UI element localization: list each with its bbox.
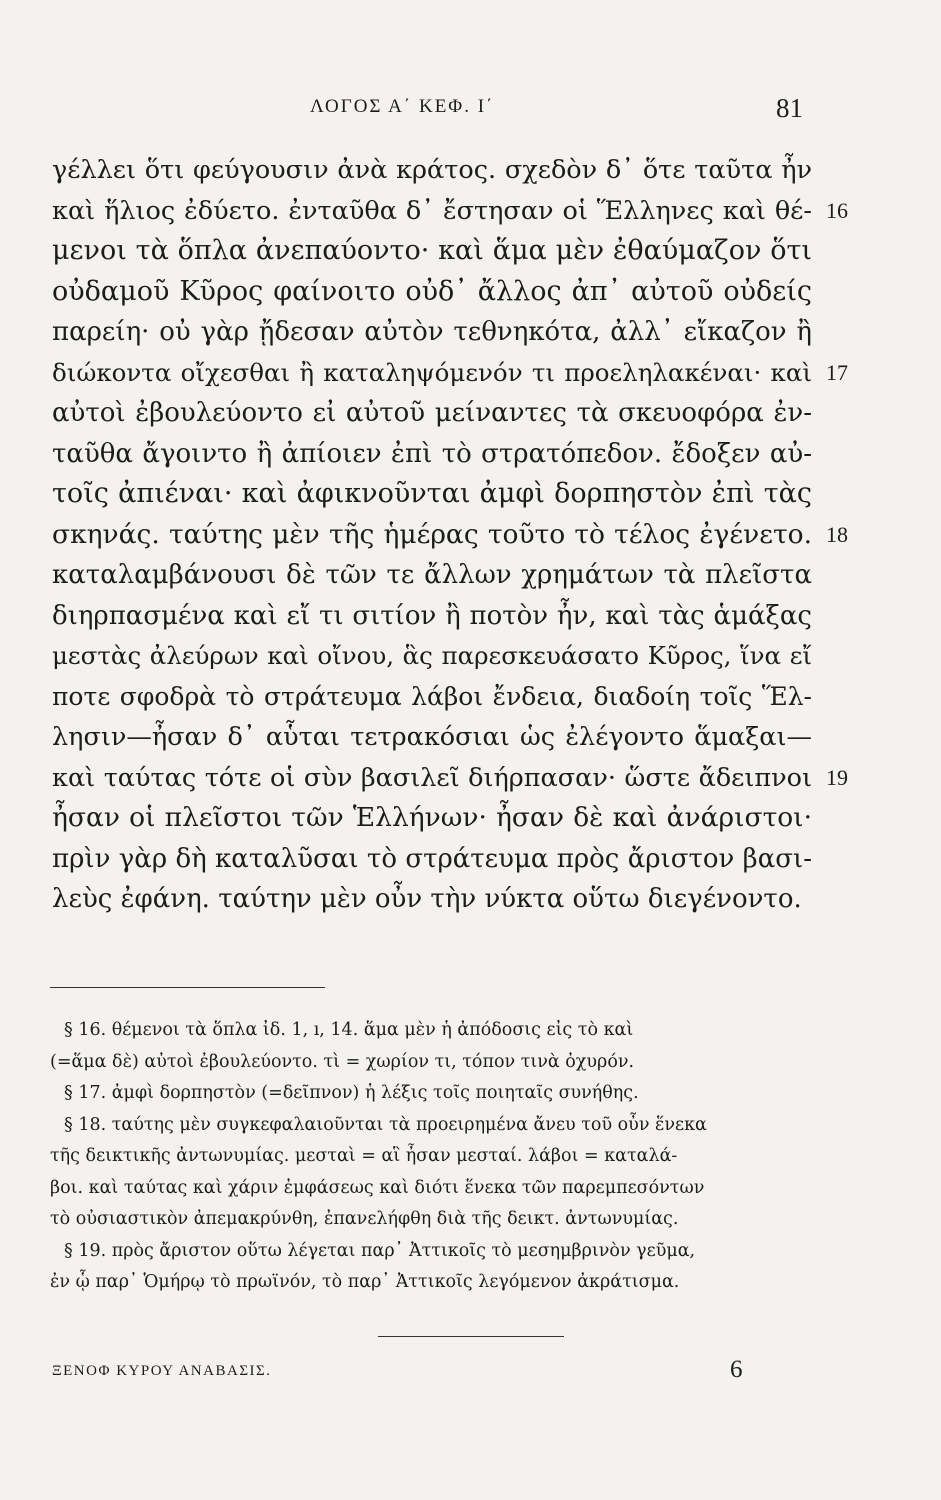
section-number: 17 xyxy=(826,359,848,385)
text-line: λησιν—ἦσαν δ᾽ αὗται τετρακόσιαι ὡς ἐλέγοντο ἅμαξαι— xyxy=(52,722,812,752)
text-line: αὐτοὶ ἐβουλεύοντο εἰ αὐτοῦ μείναντες τὰ σκευοφόρα ἐν- xyxy=(52,398,812,428)
page-number: 81 xyxy=(776,93,803,123)
footnote-line: ἐν ᾧ παρ᾽ Ὁμήρῳ τὸ πρωϊνόν, τὸ παρ᾽ Ἀττικοῖς λεγόμενον ἀκράτισμα. xyxy=(50,1272,680,1292)
text-line: παρείη· οὐ γὰρ ᾔδεσαν αὐτὸν τεθνηκότα, ἀλλ᾽ εἴκαζον ἢ xyxy=(52,317,812,347)
text-line: καταλαμβάνουσι δὲ τῶν τε ἄλλων χρημάτων τὰ πλεῖστα xyxy=(52,560,812,590)
text-line: ποτε σφοδρὰ τὸ στράτευμα λάβοι ἔνδεια, διαδοίη τοῖς Ἕλ- xyxy=(52,681,812,711)
text-line: καὶ ταύτας τότε οἱ σὺν βασιλεῖ διήρπασαν· ὥστε ἄδειπνοι xyxy=(52,762,812,793)
text-line: διηρπασμένα καὶ εἴ τι σιτίον ἢ ποτὸν ἦν, καὶ τὰς ἁμάξας xyxy=(52,600,812,631)
footnote-rule xyxy=(50,987,325,988)
printer-signature: ΞΕΝΟΦ ΚΥΡΟΥ ΑΝΑΒΑΣΙΣ. xyxy=(52,1363,272,1379)
running-head: ΛΟΓΟΣ Α΄ ΚΕΦ. Ι΄ xyxy=(310,96,495,117)
footnote-line: § 17. ἀμφὶ δορπηστὸν (=δεῖπνον) ἡ λέξις τοῖς ποιηταῖς συνήθης. xyxy=(64,1083,639,1103)
section-number: 19 xyxy=(826,764,848,790)
text-line: μενοι τὰ ὅπλα ἀνεπαύοντο· καὶ ἅμα μὲν ἐθαύμαζον ὅτι xyxy=(52,235,812,266)
text-line: οὐδαμοῦ Κῦρος φαίνοιτο οὐδ᾽ ἄλλος ἀπ᾽ αὐτοῦ οὐδείς xyxy=(52,275,812,307)
signature-number: 6 xyxy=(730,1356,743,1383)
footnote-line: τὸ οὐσιαστικὸν ἀπεμακρύνθη, ἐπανελήφθη διὰ τῆς δεικτ. ἀντωνυμίας. xyxy=(50,1209,679,1229)
section-number: 16 xyxy=(826,197,848,223)
footnote-line: § 19. πρὸς ἄριστον οὕτω λέγεται παρ᾽ Ἀττικοῖς τὸ μεσημβρινὸν γεῦμα, xyxy=(64,1240,696,1261)
text-line: μεστὰς ἀλεύρων καὶ οἴνου, ἃς παρεσκευάσατο Κῦρος, ἵνα εἴ xyxy=(52,641,812,670)
text-line: τοῖς ἀπιέναι· καὶ ἀφικνοῦνται ἀμφὶ δορπηστὸν ἐπὶ τὰς xyxy=(52,478,812,509)
text-line: καὶ ἥλιος ἐδύετο. ἐνταῦθα δ᾽ ἔστησαν οἱ Ἕλληνες καὶ θέ- xyxy=(52,195,812,226)
footnote-line: § 16. θέμενοι τὰ ὅπλα ἰδ. 1, ı, 14. ἅμα μὲν ἡ ἀπόδοσις εἰς τὸ καὶ xyxy=(64,1020,634,1040)
text-line: ἦσαν οἱ πλεῖστοι τῶν Ἑλλήνων· ἦσαν δὲ καὶ ἀνάριστοι· xyxy=(52,802,812,833)
text-line: σκηνάς. ταύτης μὲν τῆς ἡμέρας τοῦτο τὸ τέλος ἐγένετο. xyxy=(52,518,812,550)
footnote-line: τῆς δεικτικῆς ἀντωνυμίας. μεσταὶ = αἳ ἦσαν μεσταί. λάβοι = καταλά- xyxy=(50,1146,678,1166)
text-line: λεὺς ἐφάνη. ταύτην μὲν οὖν τὴν νύκτα οὕτω διεγένοντο. xyxy=(52,884,802,914)
text-line: γέλλει ὅτι φεύγουσιν ἀνὰ κράτος. σχεδὸν δ᾽ ὅτε ταῦτα ἦν xyxy=(52,155,812,185)
footnote-line: (=ἅμα δὲ) αὐτοὶ ἐβουλεύοντο. τὶ = χωρίον τι, τόπον τινὰ ὀχυρόν. xyxy=(50,1051,635,1072)
bottom-rule xyxy=(378,1336,564,1337)
footnote-line: βοι. καὶ ταύτας καὶ χάριν ἐμφάσεως καὶ διότι ἕνεκα τῶν παρεμπεσόντων xyxy=(50,1177,705,1198)
text-line: διώκοντα οἴχεσθαι ἢ καταληψόμενόν τι προεληλακέναι· καὶ xyxy=(52,357,812,387)
text-line: ταῦθα ἄγοιντο ἢ ἀπίοιεν ἐπὶ τὸ στρατόπεδον. ἔδοξεν αὐ- xyxy=(52,438,812,469)
text-line: πρὶν γὰρ δὴ καταλῦσαι τὸ στράτευμα πρὸς ἄριστον βασι- xyxy=(52,843,812,874)
section-number: 18 xyxy=(826,521,848,547)
footnote-line: § 18. ταύτης μὲν συγκεφαλαιοῦνται τὰ προειρημένα ἄνευ τοῦ οὖν ἕνεκα xyxy=(64,1114,707,1135)
